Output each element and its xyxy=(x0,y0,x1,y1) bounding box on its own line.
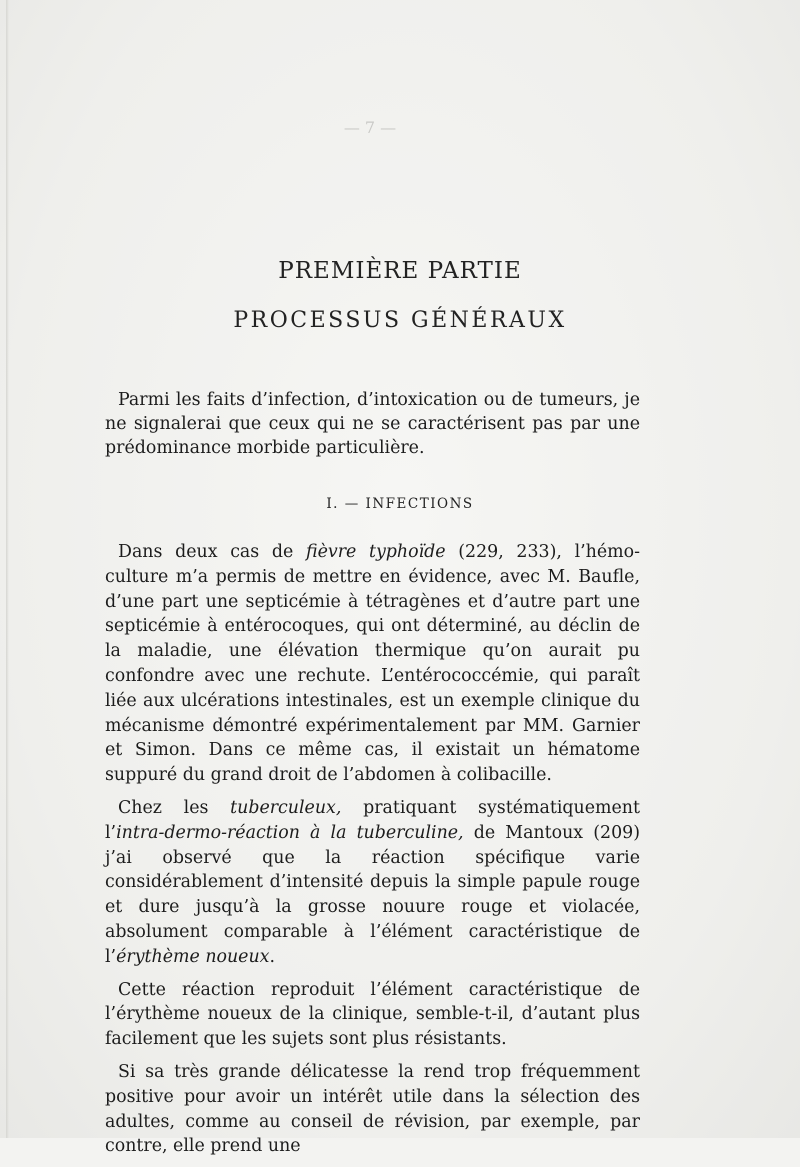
text-run: de Mantoux (209) j’ai observé que la réaction spécifique varie considérablement d’intensité depuis la simple papule rouge et dure jusqu’à la grosse nouure rouge et violacée, absolument comparable à l’élément caractéristique de l’ xyxy=(105,822,640,967)
paragraph-tuberculous xyxy=(105,796,640,970)
section-title: I. — INFECTIONS xyxy=(326,496,474,512)
part-subtitle: PROCESSUS GÉNÉRAUX xyxy=(233,308,567,333)
part-title: PREMIÈRE PARTIE xyxy=(278,258,522,284)
italic-term: érythème noueux xyxy=(116,946,270,967)
text-run: pratiquant systématiquement l’ xyxy=(105,797,640,843)
page-edge xyxy=(6,0,9,1138)
italic-term: fièvre typhoïde xyxy=(305,542,446,562)
intro-paragraph: Parmi les faits d’infection, d’intoxication ou de tumeurs, je ne signalerai que ceux qui ne se caractérisent pas par une prédominance morbide particulière. xyxy=(105,390,640,458)
text-run: (229, 233), l’hémo-culture m’a permis de mettre en évidence, avec M. Baufle, d’une part une septicémie à tétragènes et d’autre part une septicémie à entérocoques, qui ont déterminé, au déclin de la maladie, une élévation thermique qu’on aurait pu confondre avec une rechute. L’entérococcémie, qui paraît liée aux ulcérations intestinales, est un exemple clinique du mécanisme démontré expérimentalement par MM. Garnier et Simon. Dans ce même cas, il existait un hématome suppuré du grand droit de l’abdomen à colibacille. xyxy=(105,542,641,786)
paragraph-typhoid xyxy=(105,540,640,788)
body-text xyxy=(105,540,640,1167)
text-run: . xyxy=(269,946,276,967)
paragraph-sensitivity: Si sa très grande délicatesse la rend trop fréquemment positive pour avoir un intérêt utile dans la sélection des adultes, comme au conseil de révision, par exemple, par contre, elle prend une xyxy=(105,1061,640,1157)
text-run: Dans deux cas de xyxy=(118,542,306,562)
page-number: — 7 — xyxy=(343,118,397,137)
paragraph-reaction: Cette réaction reproduit l’élément caractéristique de l’érythème noueux de la clinique, semble-t-il, d’autant plus facilement que les sujets sont plus résistants. xyxy=(105,979,640,1050)
text-run: Chez les xyxy=(118,797,231,818)
italic-term: intra-dermo-réaction à la tuberculine, xyxy=(116,822,464,843)
italic-term: tuberculeux, xyxy=(230,797,342,818)
